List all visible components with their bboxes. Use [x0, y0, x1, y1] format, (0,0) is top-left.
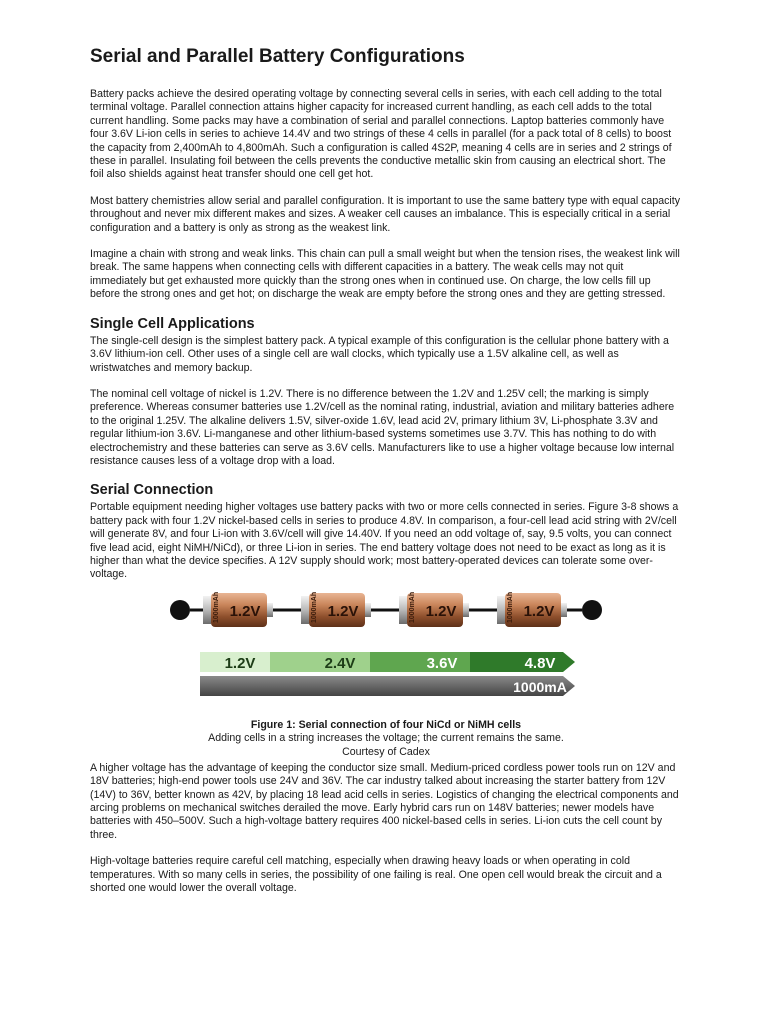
cell-voltage-label: 1.2V — [229, 602, 261, 620]
battery-cell — [203, 592, 273, 627]
battery-cell — [399, 592, 469, 627]
cell-capacity-label: 1000mAh — [409, 591, 416, 623]
figure-caption — [90, 719, 682, 759]
cell-voltage-label: 1.2V — [523, 602, 555, 620]
figure-caption-text: Adding cells in a string increases the voltage; the current remains the same. — [208, 732, 564, 745]
battery-diagram — [90, 590, 682, 712]
serial-connection-figure — [90, 590, 682, 758]
section-heading-serial: Serial Connection — [90, 482, 214, 499]
voltage-step-label: 3.6V — [426, 654, 458, 672]
serial-paragraph-1: Portable equipment needing higher voltages use battery packs with two or more cells connected in series. Figure 3-8 shows a battery pack with four 1.2V nickel-based cells in series to produce 4.8V. In comparison, a four-cell lead acid string with 2V/cell will generate 8V, and four Li-ion with 3.6V/cell will give 14.40V. If you need an odd voltage of, say, 9.5 volts, you can connect five lead acid, eight NiMH/NiCd), or three Li-ion in series. The end battery voltage does not need to be exact as long as it is higher than what the device specifies. A 12V supply should work; most battery-operated devices can tolerate some over-voltage. — [90, 501, 679, 581]
voltage-step-arrow — [200, 652, 575, 672]
intro-paragraph-1: Battery packs achieve the desired operating voltage by connecting several cells in series, with each cell adding to the total terminal voltage. Parallel connection attains higher capacity for increased current handling, as each cell adds to the total current handling. Some packs may have a combination of serial and parallel connections. Laptop batteries commonly have four 3.6V Li-ion cells in series to achieve 14.4V and two strings of these 4 cells in parallel (for a pack total of 8 cells) to boost the capacity from 2,400mAh to 4,800mAh. Such a configuration is called 4S2P, meaning 4 cells are in series and 2 strings of these in parallel. Insulating foil between the cells prevents the conductive metallic skin from causing an electrical short. The foil also shields against heat transfer should one cell get hot. — [90, 88, 672, 181]
single-cell-paragraph-2: The nominal cell voltage of nickel is 1.2V. There is no difference between the 1.2V and 1.25V cell; the marking is simply preference. Whereas consumer batteries use 1.2V/cell as the nominal rating, industrial, aviation and military batteries adhere to the original 1.25V. The alkaline delivers 1.5V, silver-oxide 1.6V, lead acid 2V, primary lithium 3V, Li-phosphate 3.3V and regular lithium-ion 3.6V. Li-manganese and other lithium-based systems sometimes use 3.7V. This has nothing to do with electrochemistry and these batteries can serve as 3.6V cells. Manufacturers like to use a higher voltage because low internal resistance causes less of a voltage drop with a load. — [90, 387, 675, 467]
intro-paragraph-3: Imagine a chain with strong and weak links. This chain can pull a small weight but when the tension rises, the weakest link will break. The same happens when connecting cells with different capacities in a battery. The weak cells may not quit immediately but get exhausted more quickly than the strong ones when in continued use. On charge, the low cells fill up before the strong ones and get hot; on discharge the weak are empty before the strong ones and they are getting stressed. — [90, 248, 680, 301]
cell-capacity-label: 1000mAh — [507, 591, 514, 623]
positive-terminal-icon — [582, 600, 602, 620]
negative-terminal-icon — [170, 600, 190, 620]
document-page — [90, 45, 682, 908]
cell-capacity-label: 1000mAh — [213, 591, 220, 623]
voltage-step-label: 1.2V — [224, 654, 256, 672]
cell-voltage-label: 1.2V — [425, 602, 457, 620]
single-cell-paragraph-1: The single-cell design is the simplest battery pack. A typical example of this configuration is the cellular phone battery with a 3.6V lithium-ion cell. Other uses of a single cell are wall clocks, which typically use a 1.5V alkaline cell, as well as wristwatches and memory backup. — [90, 334, 669, 374]
voltage-step-label: 2.4V — [324, 654, 356, 672]
voltage-step-label: 4.8V — [524, 654, 556, 672]
current-bar — [200, 676, 575, 696]
intro-paragraph-2: Most battery chemistries allow serial and parallel configuration. It is important to use the same battery type with equal capacity throughout and never mix different makes and sizes. A weaker cell causes an imbalance. This is especially critical in a serial configuration and a battery is only as strong as the weakest link. — [90, 194, 681, 234]
battery-cell — [301, 592, 371, 627]
current-label: 1000mA — [513, 678, 567, 695]
voltage-step-segment — [470, 652, 575, 672]
page-title: Serial and Parallel Battery Configurations — [90, 46, 465, 67]
battery-cell — [497, 592, 567, 627]
figure-caption-credit: Courtesy of Cadex — [342, 745, 430, 758]
cell-voltage-label: 1.2V — [327, 602, 359, 620]
figure-caption-title: Figure 1: Serial connection of four NiCd or NiMH cells — [250, 718, 522, 731]
cell-capacity-label: 1000mAh — [311, 591, 318, 623]
serial-paragraph-2: A higher voltage has the advantage of keeping the conductor size small. Medium-priced cordless power tools run on 12V and 18V batteries; high-end power tools use 24V and 36V. The car industry talked about increasing the starter battery from 12V (14V) to 36V, better known as 42V, by placing 18 lead acid cells in series. Logistics of changing the electrical components and arcing problems on mechanical switches derailed the move. Early hybrid cars run on 148V batteries; newer models have batteries with 450–500V. Such a high-voltage battery requires 400 nickel-based cells in series. Li-ion cuts the cell count by three. — [90, 761, 679, 841]
serial-paragraph-3: High-voltage batteries require careful cell matching, especially when drawing heavy loads or when operating in cold temperatures. With so many cells in series, the possibility of one failing is real. One open cell would break the circuit and a shorted one would lower the overall voltage. — [90, 855, 662, 895]
section-heading-single-cell: Single Cell Applications — [90, 315, 255, 332]
